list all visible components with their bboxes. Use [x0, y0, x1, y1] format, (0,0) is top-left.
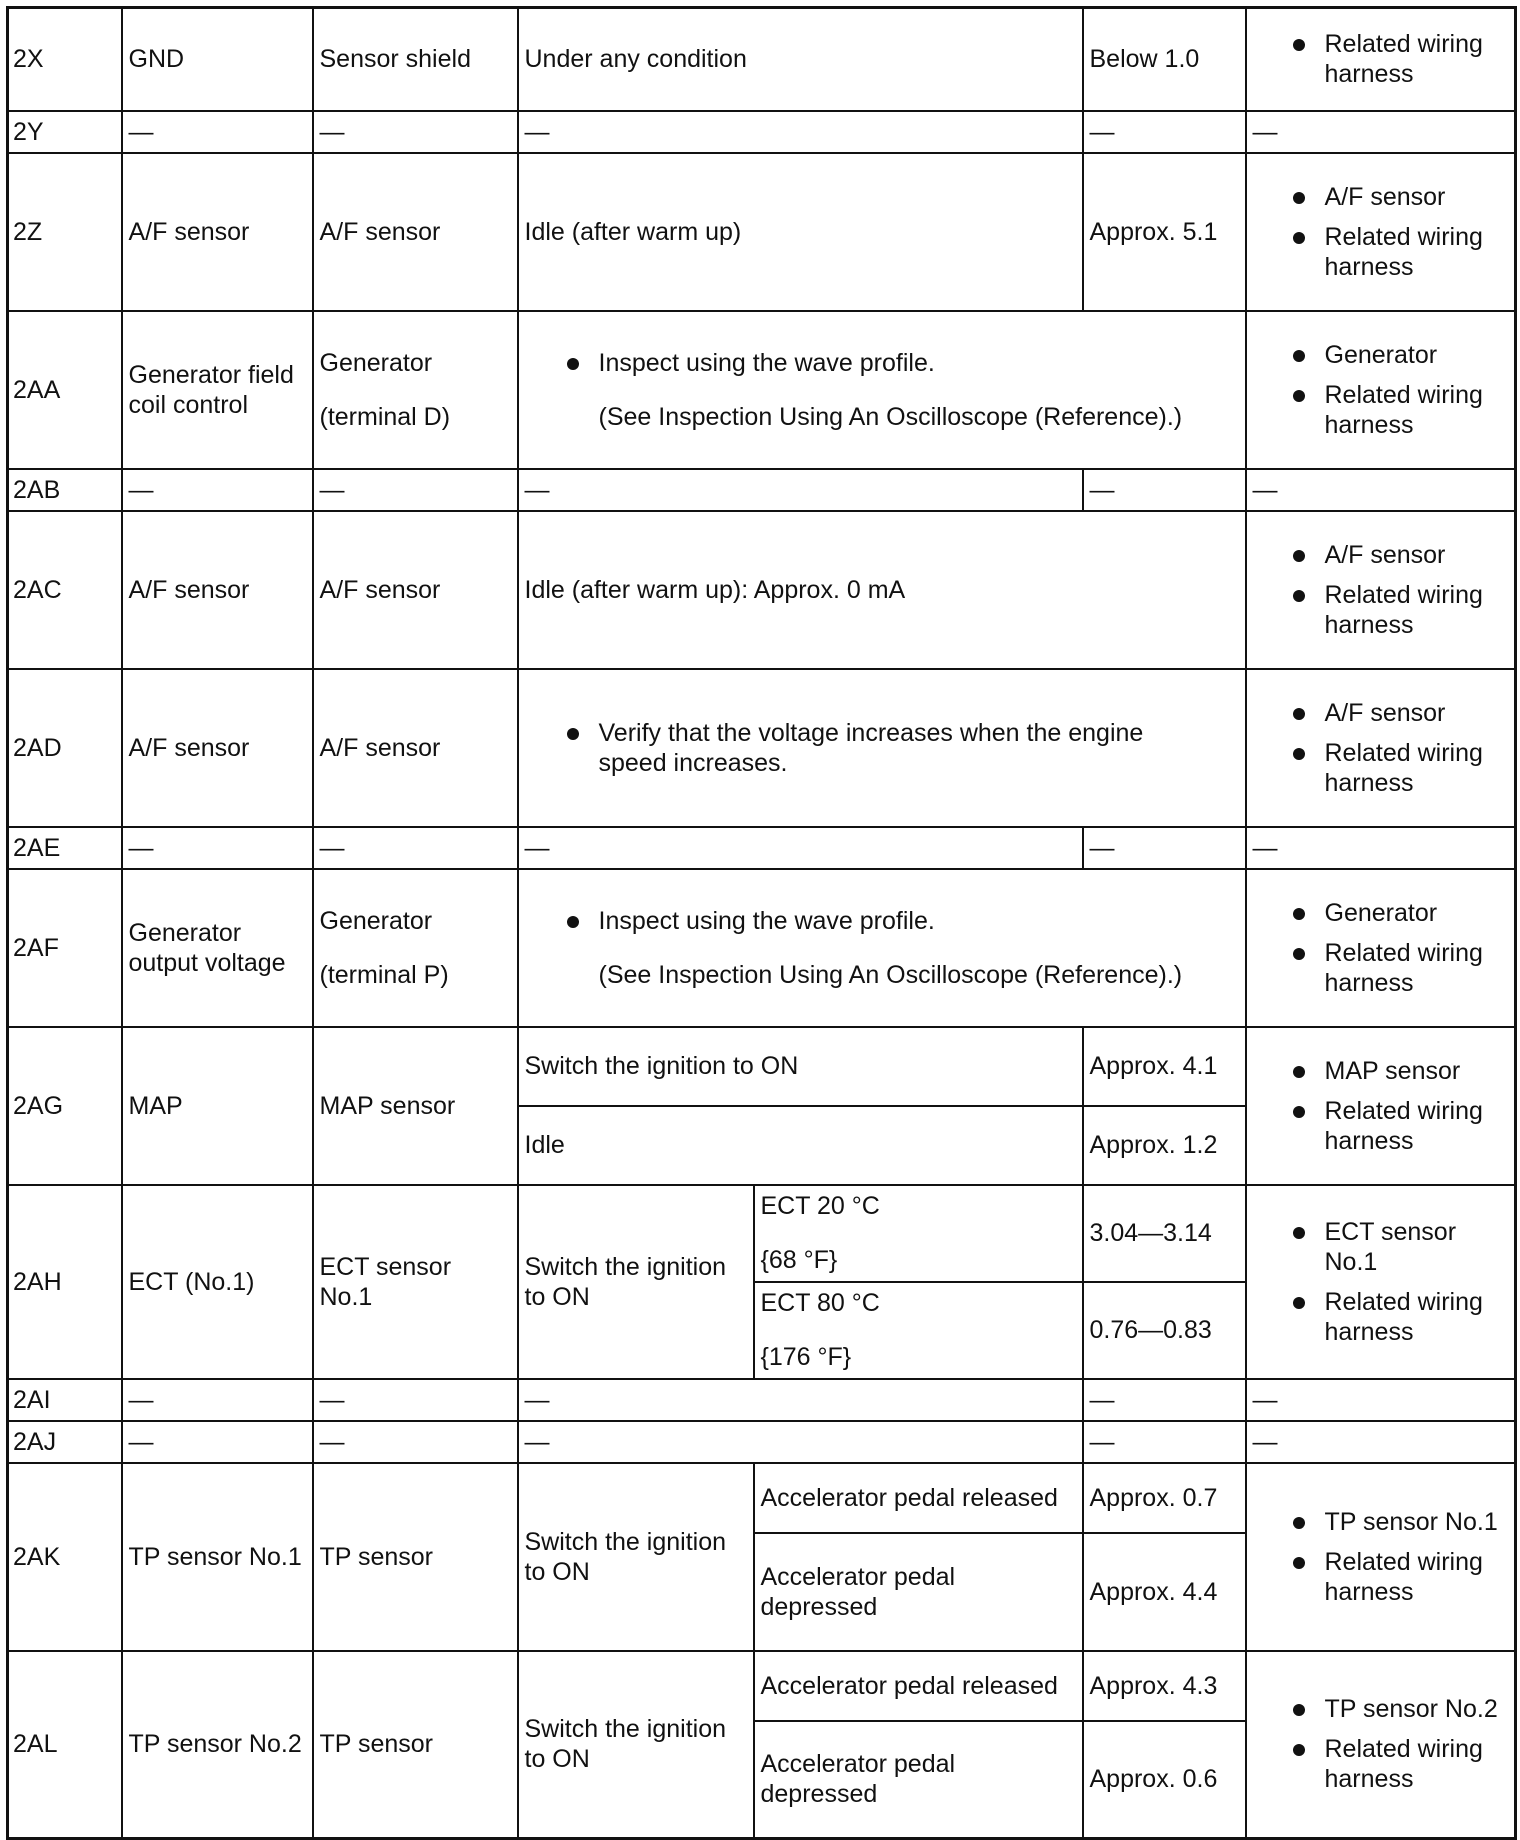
related-item: TP sensor No.1: [1325, 1507, 1509, 1537]
sub-condition-cell: Accelerator pedal depressed: [754, 1533, 1083, 1651]
inspection-cell: [518, 669, 1246, 827]
related-item: MAP sensor: [1325, 1056, 1509, 1086]
dash-cell: —: [1083, 469, 1246, 511]
verify-instruction: Verify that the voltage increases when the engine speed increases.: [599, 718, 1239, 778]
related-cell: [1246, 153, 1516, 311]
dash-cell: —: [313, 827, 518, 869]
related-cell: [1246, 8, 1516, 111]
related-item: Related wiring harness: [1325, 580, 1509, 640]
table-row: [8, 1185, 1516, 1282]
value-cell: Approx. 0.6: [1083, 1721, 1246, 1839]
table-row: [8, 1421, 1516, 1463]
dash-cell: —: [1246, 111, 1516, 153]
dash-cell: —: [313, 469, 518, 511]
pin-cell: 2Y: [8, 111, 122, 153]
dash-cell: —: [313, 111, 518, 153]
dash-cell: —: [1083, 1379, 1246, 1421]
pin-cell: 2AH: [8, 1185, 122, 1379]
dash-cell: —: [313, 1421, 518, 1463]
sub-condition-cell: Accelerator pedal released: [754, 1463, 1083, 1533]
dash-cell: —: [1246, 827, 1516, 869]
pin-cell: 2AK: [8, 1463, 122, 1651]
condition-cell: Switch the ignition to ON: [518, 1463, 754, 1651]
connected-to-cell: MAP sensor: [313, 1027, 518, 1185]
table-row: [8, 1651, 1516, 1721]
pin-cell: 2AF: [8, 869, 122, 1027]
related-cell: [1246, 1463, 1516, 1651]
signal-cell: ECT (No.1): [122, 1185, 313, 1379]
connected-line-2: (terminal D): [319, 402, 451, 431]
pin-cell: 2AJ: [8, 1421, 122, 1463]
connected-to-cell: ECT sensor No.1: [313, 1185, 518, 1379]
pin-cell: 2AC: [8, 511, 122, 669]
signal-cell: TP sensor No.2: [122, 1651, 313, 1839]
inspect-instruction: Inspect using the wave profile.: [599, 348, 1239, 378]
related-item: Related wiring harness: [1325, 738, 1509, 798]
condition-cell: Under any condition: [518, 8, 1083, 111]
related-item: ECT sensor No.1: [1325, 1217, 1509, 1277]
connected-to-cell: A/F sensor: [313, 511, 518, 669]
related-cell: [1246, 1185, 1516, 1379]
condition-cell: Idle (after warm up): Approx. 0 mA: [518, 511, 1246, 669]
signal-cell: GND: [122, 8, 313, 111]
inspection-reference-note: (See Inspection Using An Oscilloscope (Reference).): [598, 402, 1183, 431]
connected-to-cell: TP sensor: [313, 1463, 518, 1651]
pin-cell: 2AI: [8, 1379, 122, 1421]
connected-to-cell: TP sensor: [313, 1651, 518, 1839]
value-cell: Below 1.0: [1083, 8, 1246, 111]
table-row: [8, 1027, 1516, 1106]
sub-condition-cell: Accelerator pedal depressed: [754, 1721, 1083, 1839]
table-row: [8, 1463, 1516, 1533]
dash-cell: —: [313, 1379, 518, 1421]
value-cell: Approx. 4.4: [1083, 1533, 1246, 1651]
value-cell: 0.76—0.83: [1083, 1282, 1246, 1379]
related-cell: [1246, 669, 1516, 827]
dash-cell: —: [122, 1379, 313, 1421]
table-row: [8, 511, 1516, 669]
condition-cell: Switch the ignition to ON: [518, 1185, 754, 1379]
signal-cell: TP sensor No.1: [122, 1463, 313, 1651]
connected-to-cell: A/F sensor: [313, 669, 518, 827]
connected-line-2: (terminal P): [319, 960, 449, 989]
pin-cell: 2X: [8, 8, 122, 111]
signal-cell: Generator field coil control: [122, 311, 313, 469]
dash-cell: —: [518, 111, 1083, 153]
related-cell: [1246, 311, 1516, 469]
related-cell: [1246, 1651, 1516, 1839]
value-cell: Approx. 0.7: [1083, 1463, 1246, 1533]
connected-to-cell: [313, 311, 518, 469]
signal-cell: MAP: [122, 1027, 313, 1185]
inspection-cell: [518, 311, 1246, 469]
inspection-reference-note: (See Inspection Using An Oscilloscope (Reference).): [598, 960, 1183, 989]
table-row: [8, 1379, 1516, 1421]
signal-cell: Generator output voltage: [122, 869, 313, 1027]
sub-condition-cell: [754, 1282, 1083, 1379]
signal-cell: A/F sensor: [122, 669, 313, 827]
pin-cell: 2AD: [8, 669, 122, 827]
table-row: [8, 8, 1516, 111]
related-item: A/F sensor: [1325, 182, 1509, 212]
related-item: TP sensor No.2: [1325, 1694, 1509, 1724]
dash-cell: —: [518, 827, 1083, 869]
table-row: [8, 311, 1516, 469]
value-cell: 3.04—3.14: [1083, 1185, 1246, 1282]
condition-cell: Switch the ignition to ON: [518, 1651, 754, 1839]
table-row: [8, 469, 1516, 511]
sub-condition-cell: [754, 1185, 1083, 1282]
related-item: Related wiring harness: [1325, 222, 1509, 282]
dash-cell: —: [122, 827, 313, 869]
connected-line-1: Generator: [319, 348, 433, 377]
dash-cell: —: [518, 1421, 1083, 1463]
related-item: Related wiring harness: [1325, 380, 1509, 440]
value-cell: Approx. 4.3: [1083, 1651, 1246, 1721]
dash-cell: —: [518, 1379, 1083, 1421]
value-cell: Approx. 4.1: [1083, 1027, 1246, 1106]
related-item: Related wiring harness: [1325, 938, 1509, 998]
table-row: [8, 669, 1516, 827]
inspection-cell: [518, 869, 1246, 1027]
related-item: A/F sensor: [1325, 540, 1509, 570]
dash-cell: —: [122, 469, 313, 511]
dash-cell: —: [122, 1421, 313, 1463]
table-row: [8, 111, 1516, 153]
pin-cell: 2AG: [8, 1027, 122, 1185]
sub-condition-line-1: ECT 80 °C: [760, 1289, 880, 1317]
table-row: [8, 827, 1516, 869]
connected-to-cell: A/F sensor: [313, 153, 518, 311]
dash-cell: —: [122, 111, 313, 153]
pin-cell: 2AL: [8, 1651, 122, 1839]
table-row: [8, 869, 1516, 1027]
connected-line-1: Generator: [319, 906, 433, 935]
related-item: Related wiring harness: [1325, 1547, 1509, 1607]
related-cell: [1246, 1027, 1516, 1185]
value-cell: Approx. 5.1: [1083, 153, 1246, 311]
connected-to-cell: [313, 869, 518, 1027]
related-item: Generator: [1325, 340, 1509, 370]
connected-to-cell: Sensor shield: [313, 8, 518, 111]
pin-cell: 2AE: [8, 827, 122, 869]
related-cell: [1246, 869, 1516, 1027]
related-item: Related wiring harness: [1325, 1096, 1509, 1156]
sub-condition-line-2: {176 °F}: [760, 1343, 852, 1371]
signal-cell: A/F sensor: [122, 511, 313, 669]
condition-cell: Switch the ignition to ON: [518, 1027, 1083, 1106]
signal-cell: A/F sensor: [122, 153, 313, 311]
value-cell: Approx. 1.2: [1083, 1106, 1246, 1185]
dash-cell: —: [518, 469, 1083, 511]
related-item: A/F sensor: [1325, 698, 1509, 728]
related-item: Related wiring harness: [1325, 1734, 1509, 1794]
pin-cell: 2AB: [8, 469, 122, 511]
terminal-voltage-table: [6, 6, 1517, 1840]
pin-cell: 2Z: [8, 153, 122, 311]
related-cell: [1246, 511, 1516, 669]
related-item: Related wiring harness: [1325, 29, 1509, 89]
related-item: Generator: [1325, 898, 1509, 928]
condition-cell: Idle: [518, 1106, 1083, 1185]
related-item: Related wiring harness: [1325, 1287, 1509, 1347]
inspect-instruction: Inspect using the wave profile.: [599, 906, 1239, 936]
dash-cell: —: [1246, 1379, 1516, 1421]
dash-cell: —: [1083, 111, 1246, 153]
condition-cell: Idle (after warm up): [518, 153, 1083, 311]
dash-cell: —: [1083, 1421, 1246, 1463]
dash-cell: —: [1246, 1421, 1516, 1463]
sub-condition-cell: Accelerator pedal released: [754, 1651, 1083, 1721]
dash-cell: —: [1083, 827, 1246, 869]
sub-condition-line-2: {68 °F}: [760, 1246, 838, 1274]
dash-cell: —: [1246, 469, 1516, 511]
sub-condition-line-1: ECT 20 °C: [760, 1192, 880, 1220]
table-row: [8, 153, 1516, 311]
pin-cell: 2AA: [8, 311, 122, 469]
